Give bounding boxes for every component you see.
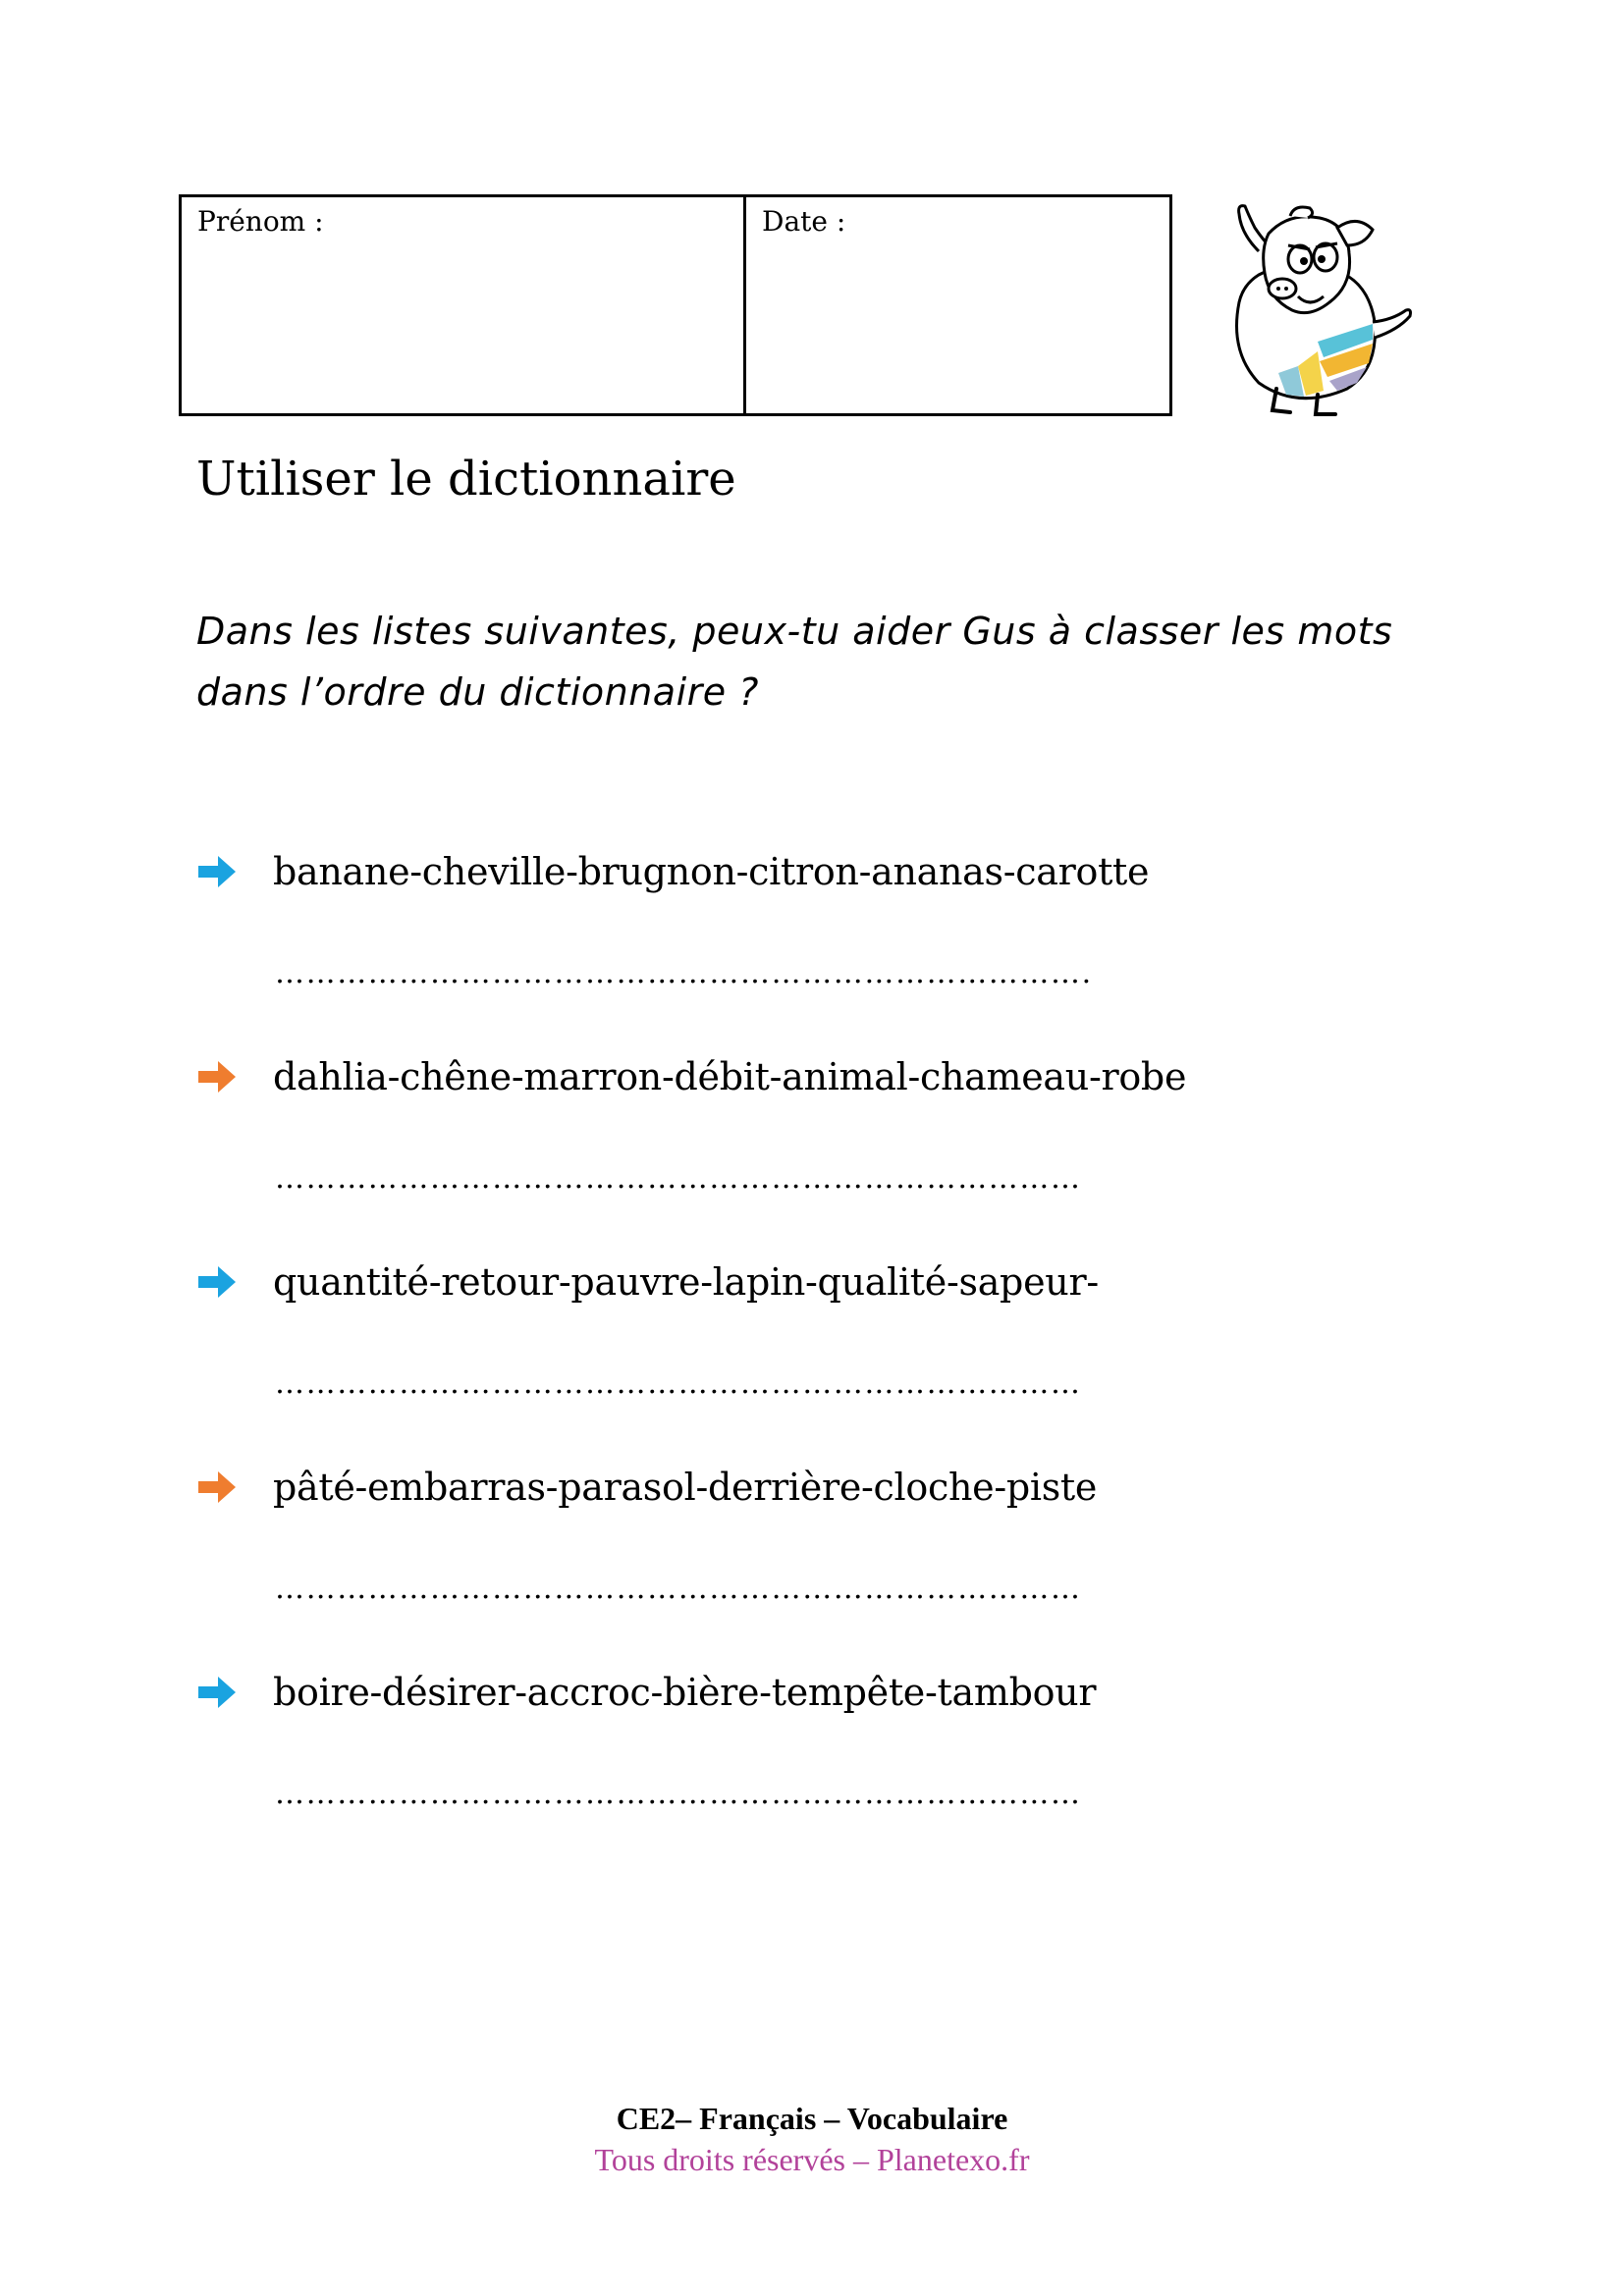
exercise-item [196,842,1276,990]
arrow-right-icon [196,854,238,889]
exercise-item [196,1253,1276,1401]
arrow-right-icon [196,1469,238,1505]
name-field[interactable] [182,197,746,413]
date-label: Date : [762,205,846,238]
header-table [179,194,1172,416]
exercise-item [196,1663,1276,1811]
name-label: Prénom : [197,205,324,238]
word-list: quantité-retour-pauvre-lapin-qualité-sapeur- [273,1260,1099,1304]
arrow-right-icon [196,1059,238,1095]
exercise-item [196,1458,1276,1606]
page-title: Utiliser le dictionnaire [196,452,736,507]
answer-line[interactable]: ……………………………………………………………………. [275,956,1093,990]
word-list: pâté-embarras-parasol-derrière-cloche-piste [273,1466,1098,1509]
arrow-right-icon [196,1675,238,1710]
exercise-item [196,1047,1276,1196]
answer-line[interactable]: …………………………………………………………………… [275,1777,1082,1811]
gus-mascot-illustration [1200,194,1416,420]
date-field[interactable] [746,197,1169,413]
footer-course: CE2– Français – Vocabulaire [616,2101,1008,2136]
instruction-text: Dans les listes suivantes, peux-tu aider Gus à classer les mots dans l’ordre du dictionnaire ? [196,610,1393,714]
answer-line[interactable]: …………………………………………………………………… [275,1572,1082,1606]
word-list: banane-cheville-brugnon-citron-ananas-carotte [273,850,1150,893]
word-list: dahlia-chêne-marron-débit-animal-chameau-robe [273,1055,1187,1098]
arrow-right-icon [196,1264,238,1300]
answer-line[interactable]: …………………………………………………………………… [275,1161,1082,1196]
word-list: boire-désirer-accroc-bière-tempête-tambour [273,1671,1097,1714]
footer-rights: Tous droits réservés – Planetexo.fr [594,2142,1030,2177]
answer-line[interactable]: …………………………………………………………………… [275,1366,1082,1401]
